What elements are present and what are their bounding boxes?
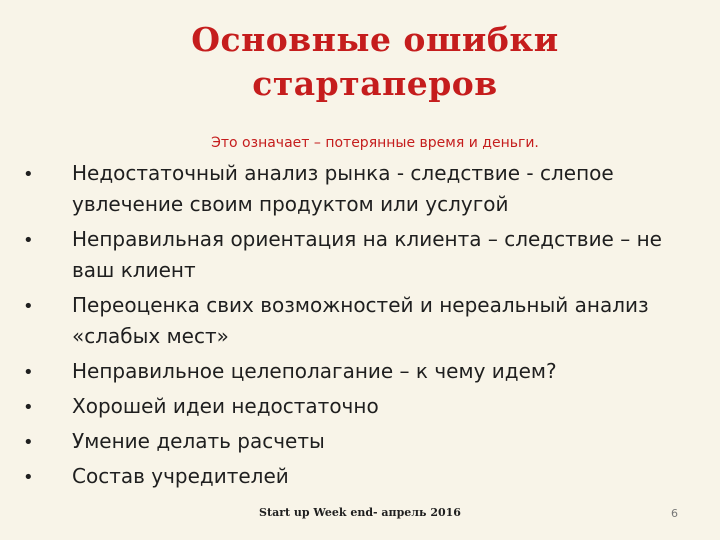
bullet-text: Недостаточный анализ рынка - следствие - слепое увлечение своим продуктом или услугой xyxy=(72,161,614,216)
bullet-text: Переоценка свих возможностей и нереальный анализ «слабых мест» xyxy=(72,293,649,348)
slide-subtitle: Это означает – потерянные время и деньги. xyxy=(211,135,539,151)
bullet-item xyxy=(22,158,702,220)
bullet-icon: • xyxy=(23,397,34,418)
bullet-item xyxy=(22,290,702,352)
bullet-item xyxy=(22,224,702,286)
bullet-item xyxy=(22,426,702,457)
slide-footer: Start up Week end- апрель 2016 xyxy=(259,506,461,519)
bullet-icon: • xyxy=(23,467,34,488)
bullet-text: Умение делать расчеты xyxy=(72,429,325,453)
bullet-icon: • xyxy=(23,164,34,185)
bullet-item xyxy=(22,461,702,492)
title-line-1: Основные ошибки xyxy=(191,20,559,59)
bullet-icon: • xyxy=(23,296,34,317)
slide-title xyxy=(150,18,600,106)
bullet-icon: • xyxy=(23,362,34,383)
bullet-item xyxy=(22,356,702,387)
bullet-icon: • xyxy=(23,432,34,453)
bullet-list xyxy=(22,158,702,496)
bullet-text: Хорошей идеи недостаточно xyxy=(72,394,379,418)
title-line-2: стартаперов xyxy=(252,64,498,103)
bullet-text: Неправильная ориентация на клиента – следствие – не ваш клиент xyxy=(72,227,662,282)
page-number: 6 xyxy=(671,507,678,520)
bullet-icon: • xyxy=(23,230,34,251)
bullet-text: Состав учредителей xyxy=(72,464,289,488)
bullet-text: Неправильное целеполагание – к чему идем? xyxy=(72,359,557,383)
bullet-item xyxy=(22,391,702,422)
